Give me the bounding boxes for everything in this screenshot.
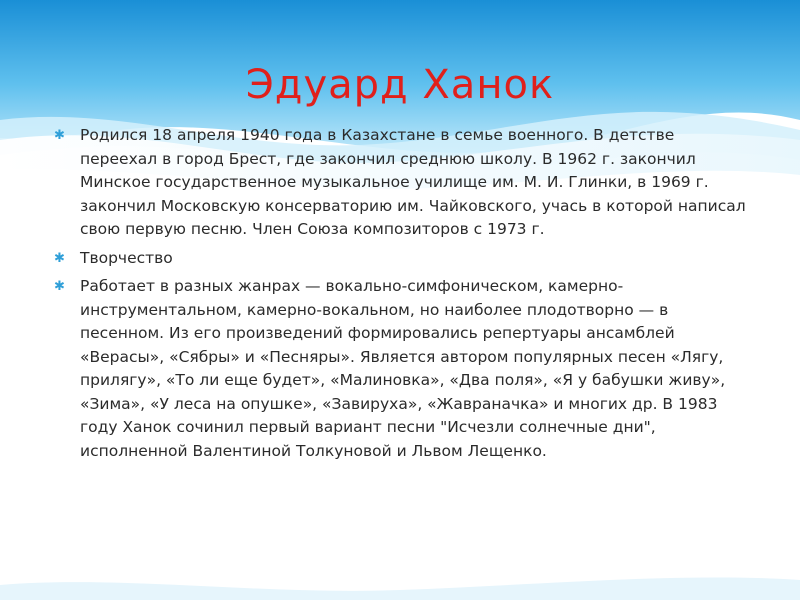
- bullet-list: [52, 124, 752, 468]
- bullet-text: Работает в разных жанрах — вокально-симфоническом, камерно-инструментальном, камерно-вокальном, но наиболее плодотворно — в песенном. Из его произведений формировались репертуары ансамблей «Верасы», «Сябры» и «Песняры». Является автором популярных песен «Лягу, прилягу», «То ли еще будет», «Малиновка», «Два поля», «Я у бабушки живу», «Зима», «У леса на опушке», «Завируха», «Жавраначка» и многих др. В 1983 году Ханок сочинил первый вариант песни "Исчезли солнечные дни", исполненной Валентиной Толкуновой и Львом Лещенко.: [80, 277, 726, 460]
- bullet-text: Родился 18 апреля 1940 года в Казахстане в семье военного. В детстве переехал в город Брест, где закончил среднюю школу. В 1962 г. закончил Минское государственное музыкальное училище им. М. И. Глинки, в 1969 г. закончил Московскую консерваторию им. Чайковского, учась в которой написал свою первую песню. Член Союза композиторов с 1973 г.: [80, 126, 746, 238]
- asterisk-icon: ✱: [54, 279, 65, 294]
- bullet-text: Творчество: [80, 248, 173, 267]
- slide-title: Эдуард Ханок: [245, 62, 555, 108]
- bullet-item-works: [52, 275, 752, 463]
- asterisk-icon: ✱: [54, 250, 65, 266]
- bullet-item-biography: [52, 124, 752, 242]
- bullet-item-creativity: [52, 247, 752, 271]
- asterisk-icon: ✱: [54, 128, 65, 143]
